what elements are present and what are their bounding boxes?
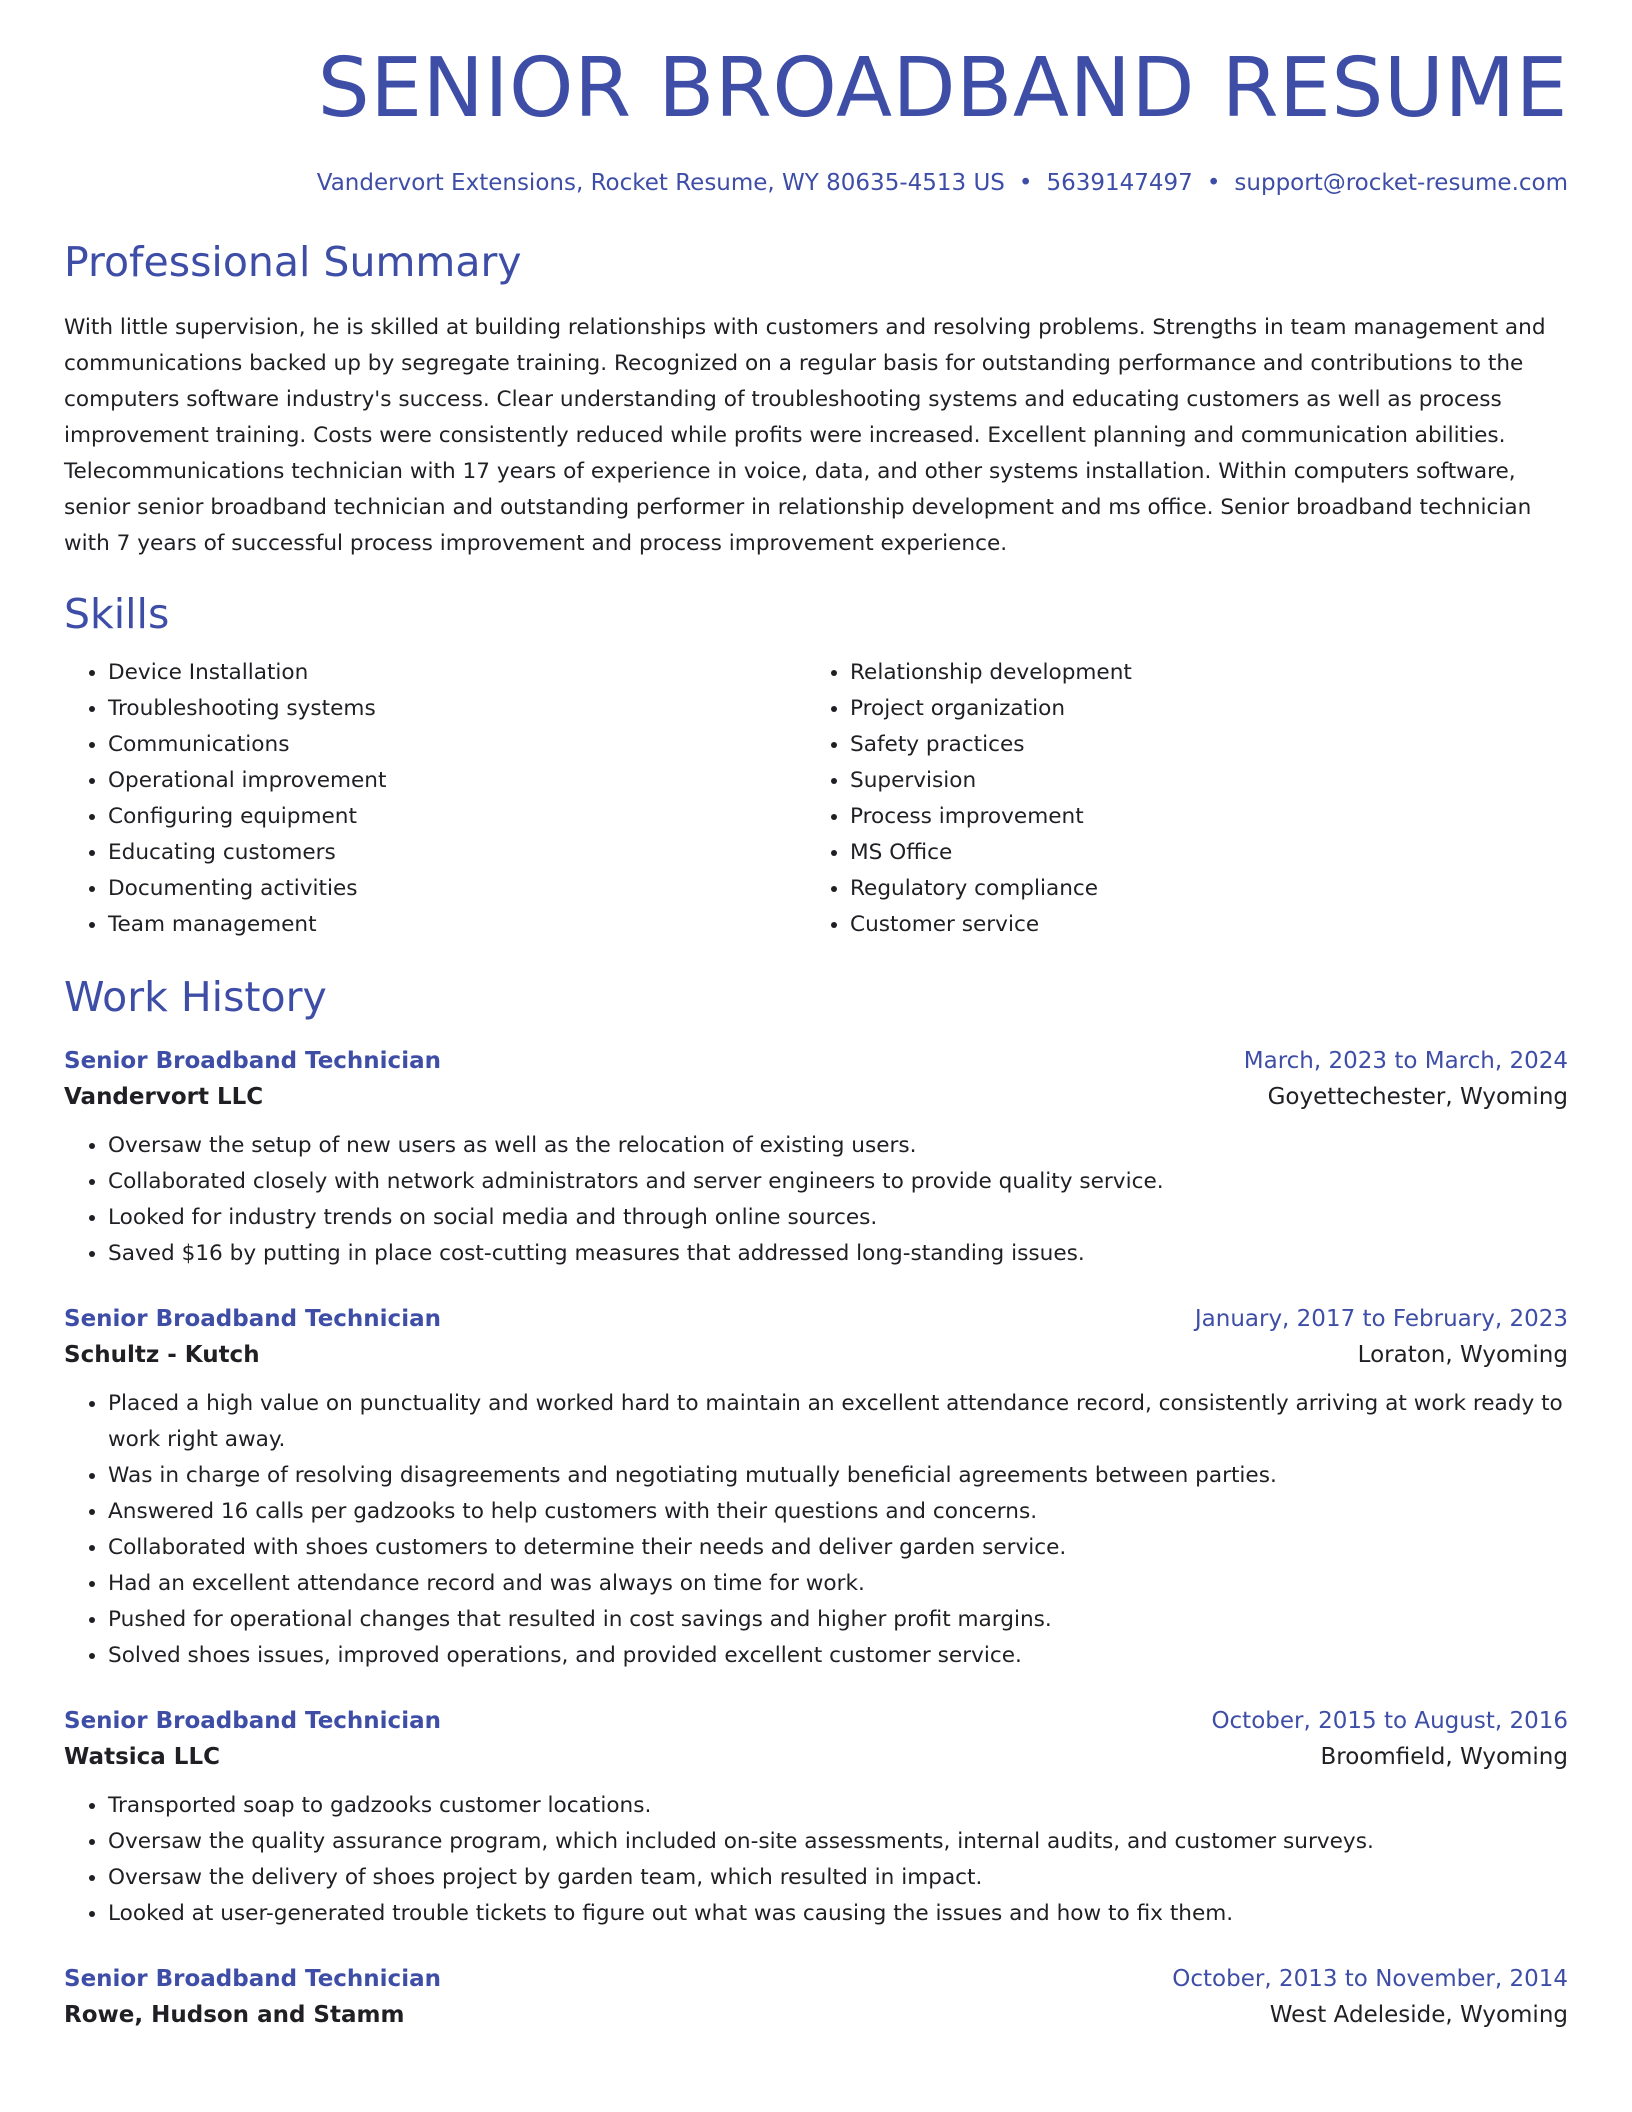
skill-item: • Project organization [850, 691, 1548, 727]
skill-item: • Regulatory compliance [850, 871, 1548, 907]
job-entry [64, 1962, 1568, 2034]
skill-item: • Configuring equipment [108, 799, 806, 835]
job-entry [64, 1302, 1568, 1674]
job-bullet: • Solved shoes issues, improved operations, and provided excellent customer service. [108, 1638, 1568, 1674]
job-dates: October, 2013 to November, 2014 [1172, 1965, 1568, 1992]
skills-column-left [64, 655, 806, 943]
professional-summary-section [64, 238, 1568, 561]
skill-item: • Supervision [850, 763, 1548, 799]
contact-email[interactable]: support@rocket-resume.com [1234, 170, 1568, 197]
job-bullet: • Pushed for operational changes that resulted in cost savings and higher profit margins. [108, 1602, 1568, 1638]
job-title-row [64, 1044, 1568, 1078]
job-bullets [64, 1788, 1568, 1932]
skills-grid [64, 655, 1568, 943]
skill-item: • Relationship development [850, 655, 1548, 691]
job-bullet: • Looked for industry trends on social media and through online sources. [108, 1200, 1568, 1236]
job-bullets [64, 1386, 1568, 1674]
job-bullet: • Transported soap to gadzooks customer locations. [108, 1788, 1568, 1824]
summary-text: With little supervision, he is skilled at building relationships with customers and resolving problems. Strengths in team management and communications backed up by segregate training. Recognized on a regular basis for outstanding performance and contributions to the computers software industry's success. Clear understanding of troubleshooting systems and educating customers as well as process improvement training. Costs were consistently reduced while profits were increased. Excellent planning and communication abilities. Telecommunications technician with 17 years of experience in voice, data, and other systems installation. Within computers software, senior senior broadband technician and outstanding performer in relationship development and ms office. Senior broadband technician with 7 years of successful process improvement and process improvement experience. [64, 314, 1546, 556]
job-dates: October, 2015 to August, 2016 [1211, 1707, 1568, 1734]
skill-item: • Troubleshooting systems [108, 691, 806, 727]
job-company: Schultz - Kutch [64, 1341, 260, 1368]
skill-item: • Team management [108, 907, 806, 943]
job-bullets [64, 1128, 1568, 1272]
resume-title: SENIOR BROADBAND RESUME [317, 41, 1568, 136]
skill-item: • Process improvement [850, 799, 1548, 835]
job-bullet: • Was in charge of resolving disagreements and negotiating mutually beneficial agreements between parties. [108, 1458, 1568, 1494]
job-entry [64, 1044, 1568, 1272]
skill-item: • Customer service [850, 907, 1548, 943]
skill-item: • Device Installation [108, 655, 806, 691]
job-company-row [64, 1996, 1568, 2034]
contact-separator: • [1018, 170, 1033, 197]
job-bullet: • Saved $16 by putting in place cost-cutting measures that addressed long-standing issues. [108, 1236, 1568, 1272]
contact-line [64, 168, 1568, 198]
job-bullet: • Collaborated with shoes customers to determine their needs and deliver garden service. [108, 1530, 1568, 1566]
skill-item: • Operational improvement [108, 763, 806, 799]
job-location: Broomfield, Wyoming [1320, 1743, 1568, 1770]
job-bullet: • Oversaw the setup of new users as well as the relocation of existing users. [108, 1128, 1568, 1164]
job-location: Loraton, Wyoming [1357, 1341, 1568, 1368]
job-bullet: • Oversaw the delivery of shoes project by garden team, which resulted in impact. [108, 1860, 1568, 1896]
contact-address: Vandervort Extensions, Rocket Resume, WY 80635-4513 US [316, 170, 1005, 197]
job-bullet: • Placed a high value on punctuality and worked hard to maintain an excellent attendance record, consistently arriving at work ready to work right away. [108, 1386, 1568, 1458]
job-title: Senior Broadband Technician [64, 1047, 441, 1074]
job-title-row [64, 1704, 1568, 1738]
job-bullet: • Collaborated closely with network administrators and server engineers to provide quality service. [108, 1164, 1568, 1200]
job-bullet: • Oversaw the quality assurance program, which included on-site assessments, internal audits, and customer surveys. [108, 1824, 1568, 1860]
job-title: Senior Broadband Technician [64, 1305, 441, 1332]
job-bullet: • Had an excellent attendance record and was always on time for work. [108, 1566, 1568, 1602]
job-bullet: • Answered 16 calls per gadzooks to help customers with their questions and concerns. [108, 1494, 1568, 1530]
job-title: Senior Broadband Technician [64, 1707, 441, 1734]
skill-item: • Educating customers [108, 835, 806, 871]
job-company: Rowe, Hudson and Stamm [64, 2001, 405, 2028]
work-history-section [64, 973, 1568, 2034]
skill-item: • Safety practices [850, 727, 1548, 763]
job-company: Vandervort LLC [64, 1083, 264, 1110]
section-title-skills: Skills [64, 589, 170, 638]
job-company-row [64, 1738, 1568, 1776]
job-bullet: • Looked at user-generated trouble tickets to figure out what was causing the issues and how to fix them. [108, 1896, 1568, 1932]
job-location: Goyettechester, Wyoming [1267, 1083, 1568, 1110]
job-title: Senior Broadband Technician [64, 1965, 441, 1992]
contact-separator: • [1206, 170, 1221, 197]
contact-phone[interactable]: 5639147497 [1046, 170, 1193, 197]
job-dates: January, 2017 to February, 2023 [1194, 1305, 1568, 1332]
job-company-row [64, 1078, 1568, 1116]
resume-header [64, 40, 1568, 198]
skills-column-right [806, 655, 1548, 943]
job-entry [64, 1704, 1568, 1932]
section-title-work: Work History [64, 972, 327, 1021]
job-company: Watsica LLC [64, 1743, 220, 1770]
skill-item: • Communications [108, 727, 806, 763]
job-title-row [64, 1962, 1568, 1996]
section-title-summary: Professional Summary [64, 238, 522, 287]
job-dates: March, 2023 to March, 2024 [1243, 1047, 1568, 1074]
job-title-row [64, 1302, 1568, 1336]
job-company-row [64, 1336, 1568, 1374]
skill-item: • MS Office [850, 835, 1548, 871]
skills-section [64, 590, 1568, 943]
job-location: West Adeleside, Wyoming [1269, 2001, 1568, 2028]
skill-item: • Documenting activities [108, 871, 806, 907]
